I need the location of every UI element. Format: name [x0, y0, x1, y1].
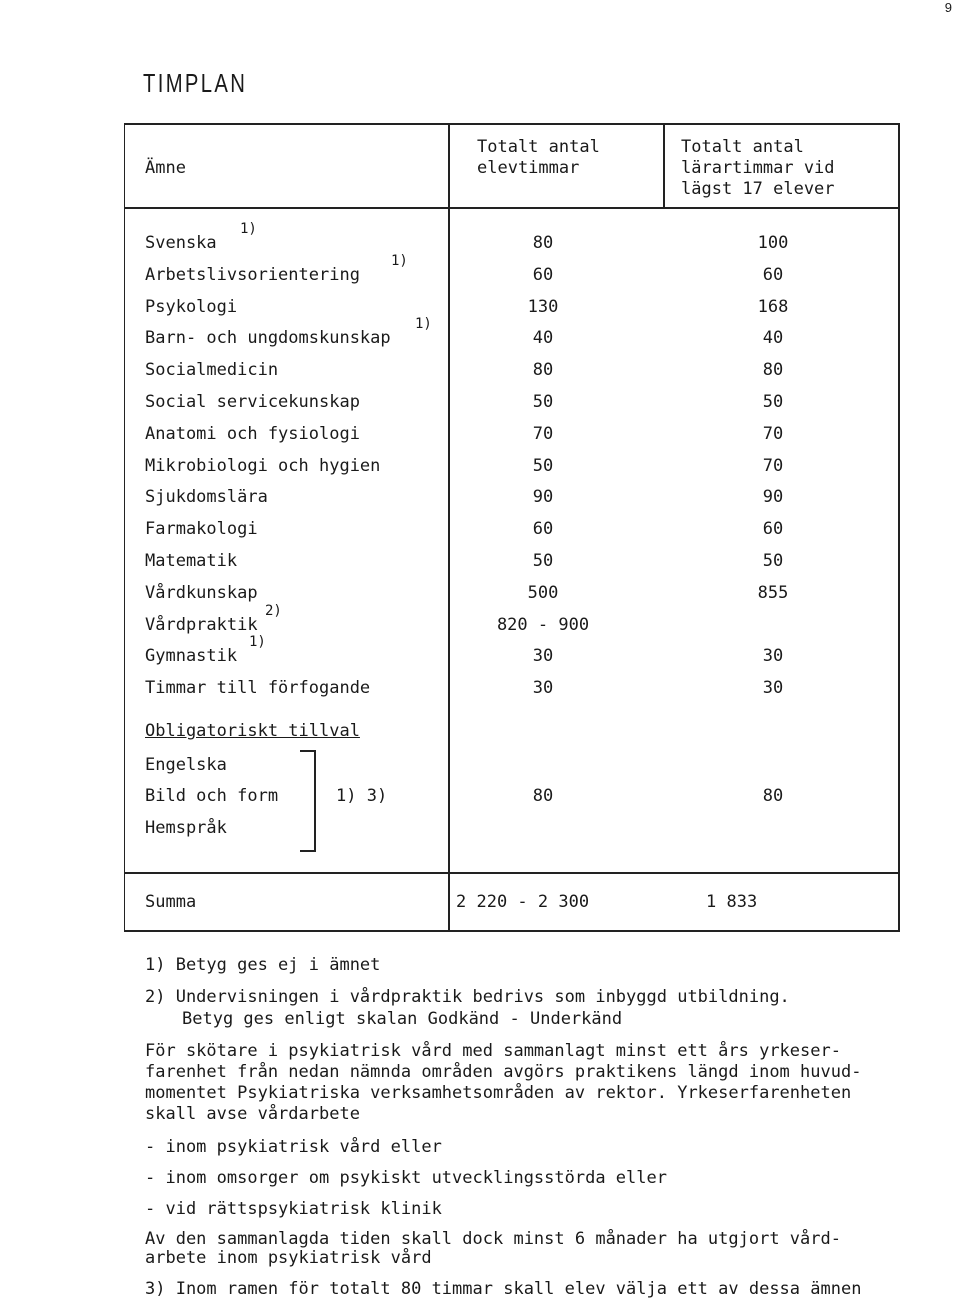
paragraph-line-4: skall avse vårdarbete: [145, 1104, 360, 1124]
row-subject: Social servicekunskap: [145, 392, 360, 412]
optional-notes: 1) 3): [336, 786, 388, 806]
row-elev-hours: 40: [532, 328, 554, 348]
footnote-3: 3) Inom ramen för totalt 80 timmar skall elev välja ett av dessa ämnen: [145, 1279, 862, 1299]
optional-item-english: Engelska: [145, 755, 227, 775]
column-divider-1: [448, 123, 450, 931]
row-larar-hours: 40: [762, 328, 784, 348]
row-footnote-ref: 1): [415, 316, 432, 332]
row-larar-hours: 70: [762, 456, 784, 476]
paragraph-line-3: momentet Psykiatriska verksamhetsområden av rektor. Yrkeserfarenheten: [145, 1083, 852, 1103]
row-larar-hours: 100: [757, 233, 789, 253]
footnote-2b: Betyg ges enligt skalan Godkänd - Underkänd: [182, 1009, 623, 1029]
row-elev-hours: 30: [532, 646, 554, 666]
row-footnote-ref: 1): [249, 634, 266, 650]
row-elev-hours: 80: [532, 233, 554, 253]
header-col1-line1: Totalt antal: [477, 137, 600, 157]
row-elev-hours: 50: [532, 456, 554, 476]
row-footnote-ref: 1): [240, 221, 257, 237]
row-subject: Farmakologi: [145, 519, 258, 539]
header-subject: Ämne: [145, 158, 186, 178]
footnote-2a: 2) Undervisningen i vårdpraktik bedrivs som inbyggd utbildning.: [145, 987, 790, 1007]
row-elev-hours: 50: [532, 551, 554, 571]
optional-heading: Obligatoriskt tillval: [145, 721, 360, 741]
header-col2-line1: Totalt antal: [681, 137, 804, 157]
table-left-border: [124, 123, 125, 931]
row-subject: Vårdpraktik: [145, 615, 258, 635]
optional-item-art: Bild och form: [145, 786, 279, 806]
table-top-border: [124, 123, 900, 125]
row-larar-hours: 60: [762, 265, 784, 285]
optional-item-homelang: Hemspråk: [145, 818, 227, 838]
row-elev-hours: 60: [532, 519, 554, 539]
row-elev-hours: 80: [532, 360, 554, 380]
row-larar-hours: 60: [762, 519, 784, 539]
row-larar-hours: 30: [762, 646, 784, 666]
row-larar-hours: 50: [762, 551, 784, 571]
summa-label: Summa: [145, 892, 197, 912]
header-col2-line2: lärartimmar vid: [681, 158, 835, 178]
row-subject: Gymnastik: [145, 646, 238, 666]
row-subject: Sjukdomslära: [145, 487, 268, 507]
row-larar-hours: 168: [757, 297, 789, 317]
row-elev-hours: 70: [532, 424, 554, 444]
row-larar-hours: 855: [757, 583, 789, 603]
summa-top-border: [124, 872, 900, 874]
row-footnote-ref: 2): [265, 603, 282, 619]
row-subject: Anatomi och fysiologi: [145, 424, 360, 444]
paragraph-line-6: arbete inom psykiatrisk vård: [145, 1248, 432, 1268]
row-larar-hours: 30: [762, 678, 784, 698]
row-footnote-ref: 1): [391, 253, 408, 269]
row-subject: Timmar till förfogande: [145, 678, 371, 698]
row-elev-hours: 50: [532, 392, 554, 412]
page-number: 9: [944, 0, 952, 15]
row-subject: Arbetslivsorientering: [145, 265, 360, 285]
bullet-2: - inom omsorger om psykiskt utvecklingsstörda eller: [145, 1168, 667, 1188]
header-col2-line3: lägst 17 elever: [681, 179, 835, 199]
paragraph-line-1: För skötare i psykiatrisk vård med sammanlagt minst ett års yrkeser-: [145, 1041, 841, 1061]
table-bottom-border: [124, 930, 900, 932]
optional-larar: 80: [762, 786, 784, 806]
row-subject: Matematik: [145, 551, 238, 571]
row-elev-hours: 30: [532, 678, 554, 698]
paragraph-line-2: farenhet från nedan nämnda områden avgörs praktikens längd inom huvud-: [145, 1062, 862, 1082]
header-col1-line2: elevtimmar: [477, 158, 580, 178]
bullet-1: - inom psykiatrisk vård eller: [145, 1137, 442, 1157]
summa-larar: 1 833: [706, 892, 758, 912]
bullet-3: - vid rättspsykiatrisk klinik: [145, 1199, 442, 1219]
table-right-border: [898, 123, 900, 931]
row-subject: Mikrobiologi och hygien: [145, 456, 381, 476]
row-larar-hours: 80: [762, 360, 784, 380]
row-subject: Socialmedicin: [145, 360, 279, 380]
row-elev-hours: 90: [532, 487, 554, 507]
summa-elev: 2 220 - 2 300: [456, 892, 590, 912]
row-subject: Barn- och ungdomskunskap: [145, 328, 391, 348]
footnote-1: 1) Betyg ges ej i ämnet: [145, 955, 381, 975]
row-subject: Vårdkunskap: [145, 583, 258, 603]
row-elev-hours: 820 - 900: [496, 615, 590, 635]
optional-bracket: [300, 750, 316, 852]
row-subject: Svenska: [145, 233, 217, 253]
row-larar-hours: 90: [762, 487, 784, 507]
header-divider: [124, 207, 900, 209]
paragraph-line-5: Av den sammanlagda tiden skall dock minst 6 månader ha utgjort vård-: [145, 1229, 841, 1249]
row-elev-hours: 500: [527, 583, 559, 603]
row-elev-hours: 60: [532, 265, 554, 285]
page-title: TIMPLAN: [143, 68, 248, 98]
row-larar-hours: 50: [762, 392, 784, 412]
row-larar-hours: 70: [762, 424, 784, 444]
column-divider-2: [663, 123, 665, 209]
row-subject: Psykologi: [145, 297, 238, 317]
optional-elev: 80: [532, 786, 554, 806]
row-elev-hours: 130: [527, 297, 559, 317]
